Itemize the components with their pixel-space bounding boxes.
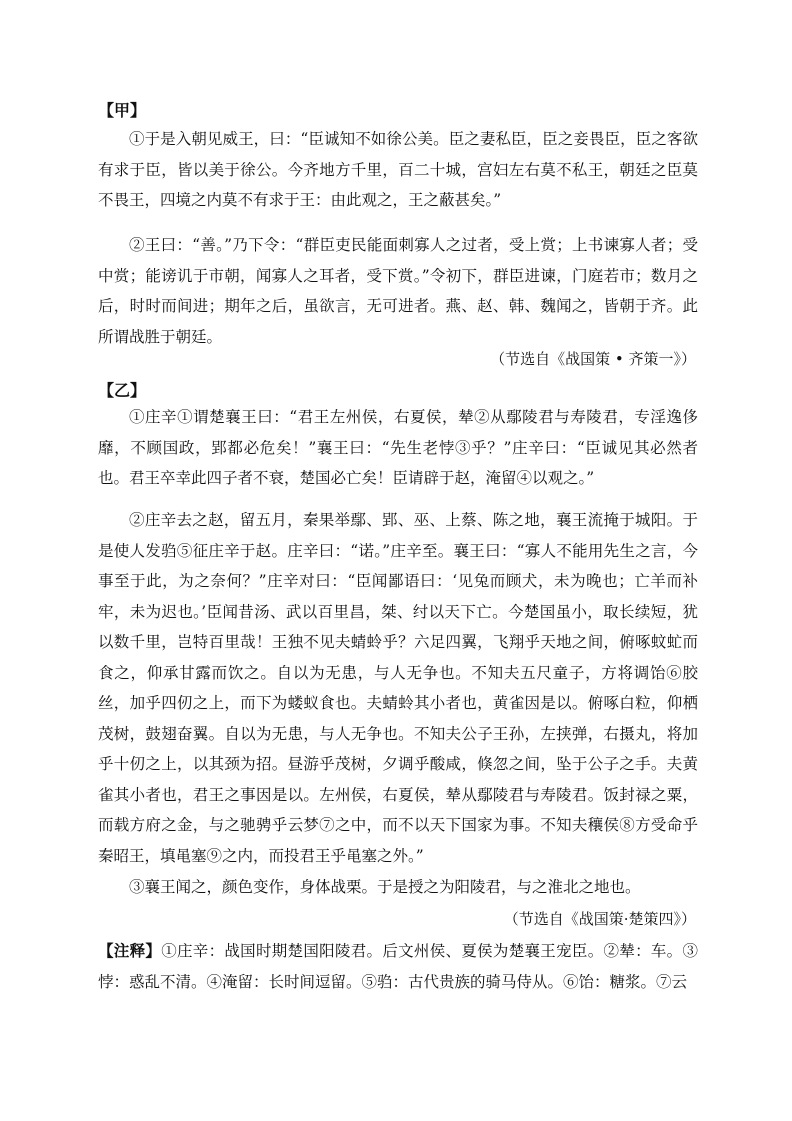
notes [98, 936, 698, 997]
section-a-paragraph-1: ①于是入朝见威王，曰：“臣诚知不如徐公美。臣之妻私臣，臣之妾畏臣，臣之客欲有求于臣，皆以美于徐公。今齐地方千里，百二十城，宫妇左右莫不私王，朝廷之臣莫不畏王，四境之内莫不有求于王：由此观之，王之蔽甚矣。” [98, 130, 698, 209]
section-b-paragraph-2: ②庄辛去之赵，留五月，秦果举鄢、郢、巫、上蔡、陈之地，襄王流掩于城阳。于是使人发驺⑤征庄辛于赵。庄辛曰：“诺。”庄辛至。襄王曰：“寡人不能用先生之言，今事至于此，为之奈何？”庄辛对曰：“臣闻鄙语曰：‘见兔而顾犬，未为晚也；亡羊而补牢，未为迟也。’臣闻昔汤、武以百里昌，桀、纣以天下亡。今楚国虽小，取长续短，犹以数千里，岂特百里哉！王独不见夫蜻蛉乎？六足四翼，飞翔乎天地之间，俯啄蚊虻而食之，仰承甘露而饮之。自以为无患，与人无争也。不知夫五尺童子，方将调饴⑥胶丝，加乎四仞之上，而下为蝼蚁食也。夫蜻蛉其小者也，黄雀因是以。俯啄白粒，仰栖茂树，鼓翅奋翼。自以为无患，与人无争也。不知夫公子王孙，左挟弹，右摄丸，将加乎十仞之上，以其颈为招。昼游乎茂树，夕调乎酸咸，倏忽之间，坠于公子之手。夫黄雀其小者也，君王之事因是以。左州侯，右夏侯，辇从鄢陵君与寿陵君。饭封禄之粟，而载方府之金，与之驰骋乎云梦⑦之中，而不以天下国家为事。不知夫穰侯⑧方受命乎秦昭王，填黾塞⑨之内，而投君王乎黾塞之外。” [98, 511, 698, 865]
notes-label: 【注释】 [98, 941, 162, 960]
section-b-paragraph-1: ①庄辛①谓楚襄王曰：“君王左州侯，右夏侯，辇②从鄢陵君与寿陵君，专淫逸侈靡，不顾国政，郢都必危矣！”襄王曰：“先生老悖③乎？”庄辛曰：“臣诚见其必然者也。君王卒幸此四子者不衰，楚国必亡矣！臣请辟于赵，淹留④以观之。” [98, 408, 698, 487]
section-b-label: 【乙】 [98, 381, 147, 400]
section-b-paragraph-3: ③襄王闻之，颜色变作，身体战栗。于是授之为阳陵君，与之淮北之地也。 [129, 878, 641, 896]
section-a-source: （节选自《战国策 • 齐策一》） [490, 350, 696, 368]
section-a-paragraph-2: ②王曰：“善。”乃下令：“群臣吏民能面刺寡人之过者，受上赏；上书谏寡人者；受中赏；能谤讥于市朝，闻寡人之耳者，受下赏。”令初下，群臣进谏，门庭若市；数月之后，时时而间进；期年之后，虽欲言，无可进者。燕、赵、韩、魏闻之，皆朝于齐。此所谓战胜于朝廷。 [98, 236, 698, 346]
section-a-label: 【甲】 [98, 101, 147, 120]
notes-text: ①庄辛：战国时期楚国阳陵君。后文州侯、夏侯为楚襄王宠臣。②辇：车。③悖：惑乱不清。④淹留：长时间逗留。⑤驺：古代贵族的骑马侍从。⑥饴：糖浆。⑦云 [98, 942, 698, 991]
section-b-source: （节选自《战国策·楚策四》） [503, 910, 696, 928]
